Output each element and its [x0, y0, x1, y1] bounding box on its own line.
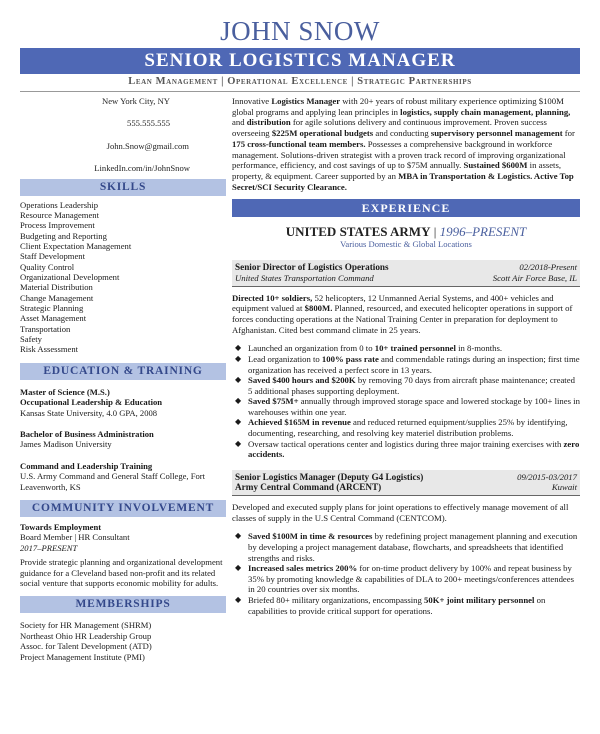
diamond-bullet-icon: ◆ [235, 417, 242, 427]
skill-item: Organizational Development [20, 272, 120, 283]
education-entry [20, 387, 226, 418]
location: New York City, NY [102, 96, 170, 106]
body-text: Oversaw tactical operations center and logistics during three major training exercises with [248, 438, 564, 449]
role-header [232, 470, 580, 496]
company-separator: | [430, 224, 440, 240]
diamond-bullet-icon: ◆ [235, 438, 242, 448]
company-line [232, 224, 580, 239]
body-text: by removing 70 days from aircraft phase maintenance; created 5 additional phases supporting deployment. [248, 375, 575, 396]
degree-title: Master of Science (M.S.) [20, 386, 110, 397]
emphasis-text: 50K+ joint military personnel [424, 595, 535, 606]
emphasis-text: distribution [246, 117, 291, 128]
community-entry [20, 522, 226, 588]
emphasis-text: $225M operational budgets [271, 128, 374, 139]
left-column [20, 96, 226, 662]
diamond-bullet-icon: ◆ [235, 375, 242, 385]
experience-heading: EXPERIENCE [232, 199, 580, 217]
achievement-item [232, 375, 580, 396]
body-text: Launched an organization from 0 to [248, 343, 375, 354]
community-heading: COMMUNITY INVOLVEMENT [20, 500, 226, 517]
diamond-bullet-icon: ◆ [235, 595, 242, 605]
role-summary [232, 502, 580, 523]
diamond-bullet-icon: ◆ [235, 396, 242, 406]
right-column [232, 96, 580, 616]
community-dates: 2017–PRESENT [20, 542, 78, 553]
role-title: Senior Logistics Manager (Deputy G4 Logistics) [235, 471, 424, 482]
body-text: annually through improved storage space and lowered stockage by 100+ lines in warehouses within one year. [248, 396, 580, 417]
achievement-item [232, 343, 580, 354]
membership-item: Project Management Institute (PMI) [20, 651, 145, 662]
role-dates: 09/2015-03/2017 [517, 471, 577, 482]
body-text: and commendable ratings during an inspection; first time organization has received a perfect score in 13 years. [248, 353, 580, 375]
candidate-name: JOHN SNOW [220, 16, 380, 46]
degree-detail: U.S. Army Command and General Staff College, Fort Leavenworth, KS [20, 471, 206, 492]
role-block [232, 470, 580, 616]
company-dates: 1996–PRESENT [439, 224, 527, 240]
body-text: Planned, resourced, and executed helicopter operations in support of forces conducting operations at the National Training Center in preparation for deployment to Afghanistan. Cited best command climate in 25 years. [232, 303, 573, 335]
skill-item: Staff Development [20, 251, 85, 262]
achievement-list [232, 531, 580, 616]
phone: 555.555.555 [127, 118, 170, 129]
professional-summary [232, 96, 580, 192]
membership-item: Northeast Ohio HR Leadership Group [20, 630, 152, 641]
education-heading: EDUCATION & TRAINING [20, 363, 226, 380]
email-link[interactable]: John.Snow@gmail.com [106, 140, 189, 151]
tagline: Lean Management | Operational Excellence | Strategic Partnerships [20, 74, 580, 92]
company-locations: Various Domestic & Global Locations [340, 239, 472, 250]
skill-item: Budgeting and Reporting [20, 230, 107, 241]
role-title-row [235, 472, 577, 483]
emphasis-text: Saved $400 hours and $200K [248, 375, 356, 386]
diamond-bullet-icon: ◆ [235, 563, 242, 573]
achievement-item [232, 531, 580, 563]
role-header [232, 260, 580, 286]
achievement-item [232, 417, 580, 438]
roles-container [232, 260, 580, 616]
body-text: with 20+ years of robust military experience optimizing $100M global programs and applying lean principles in [232, 96, 564, 117]
role-org-row [235, 482, 577, 493]
skill-item: Asset Management [20, 313, 87, 324]
body-text: in 8-months. [455, 343, 503, 354]
education-entry [20, 461, 226, 492]
skill-item: Material Distribution [20, 282, 93, 293]
body-text: by redefining project management planning and execution by developing a project management database, flowcharts, and spreadsheets that identified strengths and risks. [248, 531, 578, 563]
body-text: and reduced returned equipment/supplies 25% by identifying, documenting, researching, and resolving key materiel distribution problems. [248, 417, 568, 439]
role-location: Scott Air Force Base, IL [492, 272, 577, 283]
body-text: for [562, 128, 575, 139]
body-text: Briefed 80+ military organizations, encompassing [248, 595, 425, 606]
emphasis-text: logistics, supply chain management, planning, [400, 106, 571, 117]
skill-item: Resource Management [20, 209, 99, 220]
achievement-item [232, 354, 580, 375]
skill-item: Safety [20, 334, 42, 345]
role-title: Senior Director of Logistics Operations [235, 262, 389, 273]
body-text: Possesses a comprehensive background in workforce management. Solutions-driven strategist with a proven track record of improving organizational performance, efficiency, and cost savings of up to $75M annually. [232, 138, 566, 171]
achievement-item [232, 396, 580, 417]
emphasis-text: Logistics Manager [271, 96, 341, 106]
emphasis-text: supervisory personnel management [430, 128, 563, 139]
memberships-heading: MEMBERSHIPS [20, 596, 226, 613]
role-title-row [235, 262, 577, 273]
role-summary [232, 293, 580, 336]
achievement-item [232, 563, 580, 595]
emphasis-text: $800M. [304, 303, 333, 314]
emphasis-text: Directed 10+ soldiers, [232, 292, 313, 303]
education-entry [20, 429, 226, 450]
community-role: Board Member | HR Consultant [20, 532, 130, 543]
emphasis-text: 175 cross-functional team members. [232, 138, 366, 149]
emphasis-text: zero accidents. [248, 438, 580, 460]
emphasis-text: Sustained $600M [463, 160, 528, 171]
memberships-list [20, 620, 226, 662]
body-text: 52 helicopters, 12 Unmanned Aerial Systems, and 400+ vehicles and equipment valued at [232, 292, 554, 314]
achievement-list [232, 343, 580, 460]
achievement-item [232, 439, 580, 460]
degree-title: Bachelor of Business Administration [20, 429, 154, 439]
body-text: for agile solutions delivery and continuous improvement. Proven success overseeing [232, 117, 547, 139]
skills-heading: SKILLS [20, 179, 226, 196]
degree-detail: Kansas State University, 4.0 GPA, 2008 [20, 407, 158, 418]
company-name: UNITED STATES ARMY [285, 224, 431, 240]
degree-detail: James Madison University [20, 439, 112, 450]
achievement-item [232, 595, 580, 616]
skill-item: Change Management [20, 292, 94, 303]
skill-item: Quality Control [20, 261, 75, 272]
body-text: in assets, property, & equipment. Career supported by an [232, 160, 562, 181]
community-org: Towards Employment [20, 522, 102, 533]
body-text: Innovative [232, 96, 272, 106]
body-text: Lead organization to [248, 353, 322, 364]
role-org-row [235, 273, 577, 284]
skill-item: Client Expectation Management [20, 241, 132, 251]
membership-item: Society for HR Management (SHRM) [20, 620, 152, 631]
role-dates: 02/2018-Present [519, 262, 577, 273]
diamond-bullet-icon: ◆ [235, 353, 242, 363]
diamond-bullet-icon: ◆ [235, 531, 242, 541]
emphasis-text: Achieved $165M in revenue [248, 417, 351, 428]
body-text: Developed and executed supply plans for joint operations to effectively manage movement of all classes of supply in the U.S Central Command (CENTCOM). [232, 502, 569, 523]
body-text: and conducting [373, 128, 431, 139]
emphasis-text: 100% pass rate [321, 353, 379, 364]
emphasis-text: Saved $75M+ [248, 396, 299, 407]
skill-item: Transportation [20, 323, 71, 334]
degree-field: Occupational Leadership & Education [20, 397, 163, 408]
role-organization: United States Transportation Command [235, 272, 374, 283]
skill-item: Strategic Planning [20, 303, 84, 314]
linkedin-link[interactable]: LinkedIn.com/in/JohnSnow [94, 163, 190, 174]
body-text: for on-time product delivery by 100% and repeat business by 35% by promoting knowledge & capabilities of DLA to 200+ meetings/conferences attendees in 20 countries over six months. [248, 563, 575, 595]
emphasis-text: Saved $100M in time & resources [248, 531, 373, 542]
role-block [232, 260, 580, 460]
emphasis-text: Increased sales metrics 200% [248, 563, 358, 574]
skills-list [20, 200, 226, 355]
skill-item: Risk Assessment [20, 344, 79, 355]
job-title-banner: SENIOR LOGISTICS MANAGER [20, 48, 580, 74]
emphasis-text: MBA in Transportation & Logistics. Active Top Secret/SCI Security Clearance. [232, 170, 574, 192]
body-text: and [232, 117, 247, 128]
emphasis-text: 10+ trained personnel [374, 343, 456, 354]
skill-item: Process Improvement [20, 220, 95, 231]
role-location: Kuwait [551, 482, 577, 493]
body-text: on capabilities to provide critical support for operations. [248, 595, 546, 616]
diamond-bullet-icon: ◆ [235, 343, 242, 353]
membership-item: Assoc. for Talent Development (ATD) [20, 641, 152, 652]
degree-title: Command and Leadership Training [20, 460, 153, 471]
community-description: Provide strategic planning and organizational development guidance for a Cleveland based non-profit and its related social venture that supports economic mobility for adults. [20, 557, 223, 589]
role-organization: Army Central Command (ARCENT) [235, 482, 382, 493]
skill-item: Operations Leadership [20, 199, 99, 210]
